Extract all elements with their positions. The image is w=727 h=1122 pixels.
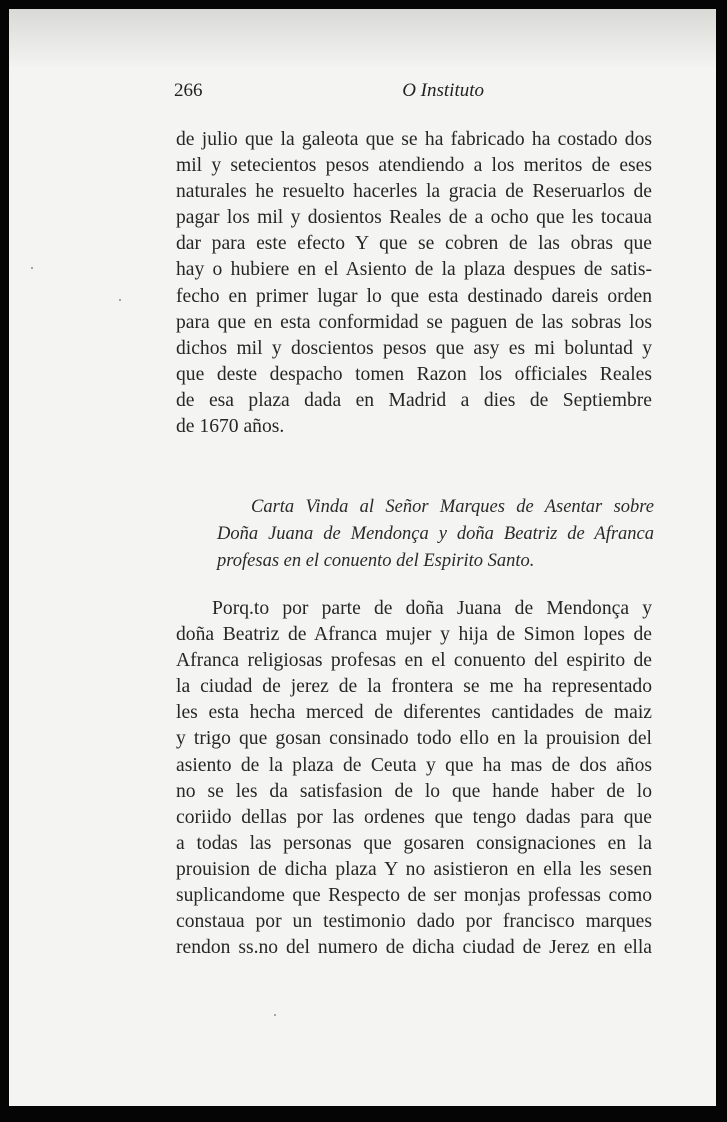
text-line: doña Beatriz de Afranca mujer y hija de Simon lopes de	[176, 624, 652, 646]
text-line: para que en esta conformidad se paguen de las sobras los	[176, 311, 652, 333]
running-title: O Instituto	[402, 80, 484, 101]
text-line: pagar los mil y dosientos Reales de a ocho que les tocaua	[176, 207, 652, 229]
text-line: dar para este efecto Y que se cobren de las obras que	[176, 233, 652, 255]
page-number: 266	[174, 80, 203, 101]
text-line: hay o hubiere en el Asiento de la plaza despues de satis-	[176, 259, 652, 281]
paragraph-2	[176, 596, 652, 961]
text-line: de 1670 años.	[176, 416, 285, 438]
text-line: dichos mil y doscientos pesos que asy es mi boluntad y	[176, 337, 652, 359]
paragraph-1	[176, 127, 652, 440]
text-line: que deste despacho tomen Razon los officiales Reales	[176, 363, 652, 385]
text-line: les esta hecha merced de diferentes cantidades de maiz	[176, 702, 652, 724]
heading-line: profesas en el conuento del Espirito Santo.	[217, 551, 535, 571]
text-line	[176, 596, 652, 622]
section-heading	[217, 494, 654, 575]
paper-speck	[31, 267, 33, 269]
text-line: a todas las personas que gosaren consignaciones en la	[176, 832, 652, 854]
text-line: rendon ss.no del numero de dicha ciudad de Jerez en ella	[176, 937, 652, 959]
book-page	[9, 9, 716, 1106]
text-line: de esa plaza dada en Madrid a dies de Septiembre	[176, 389, 652, 411]
text-line: suplicandome que Respecto de ser monjas professas como	[176, 885, 652, 907]
heading-line: Carta Vinda al Señor Marques de Asentar sobre	[251, 497, 654, 517]
text-line: mil y setecientos pesos atendiendo a los meritos de eses	[176, 155, 652, 177]
text-line: naturales he resuelto hacerles la gracia de Reseruarlos de	[176, 181, 652, 203]
text-line: constaua por un testimonio dado por francisco marques	[176, 911, 652, 933]
text-line: la ciudad de jerez de la frontera se me ha representado	[176, 676, 652, 698]
paper-speck	[119, 299, 121, 301]
text-line: fecho en primer lugar lo que esta destinado dareis orden	[176, 285, 652, 307]
running-header	[174, 80, 484, 106]
text-line: y trigo que gosan consinado todo ello en la prouision del	[176, 728, 652, 750]
text-line: Afranca religiosas profesas en el conuento del espirito de	[176, 650, 652, 672]
text-line-content: Porq.to por parte de doña Juana de Mendonça y	[212, 598, 652, 619]
text-line: de julio que la galeota que se ha fabricado ha costado dos	[176, 129, 652, 150]
text-line: prouision de dicha plaza Y no asistieron en ella les sesen	[176, 858, 652, 880]
paper-speck	[274, 1014, 276, 1016]
text-line: no se les da satisfasion de lo que hande haber de lo	[176, 780, 652, 802]
heading-line: Doña Juana de Mendonça y doña Beatriz de Afranca	[217, 524, 654, 544]
text-line: asiento de la plaza de Ceuta y que ha mas de dos años	[176, 754, 652, 776]
text-line: coriido dellas por las ordenes que tengo dadas para que	[176, 806, 652, 828]
